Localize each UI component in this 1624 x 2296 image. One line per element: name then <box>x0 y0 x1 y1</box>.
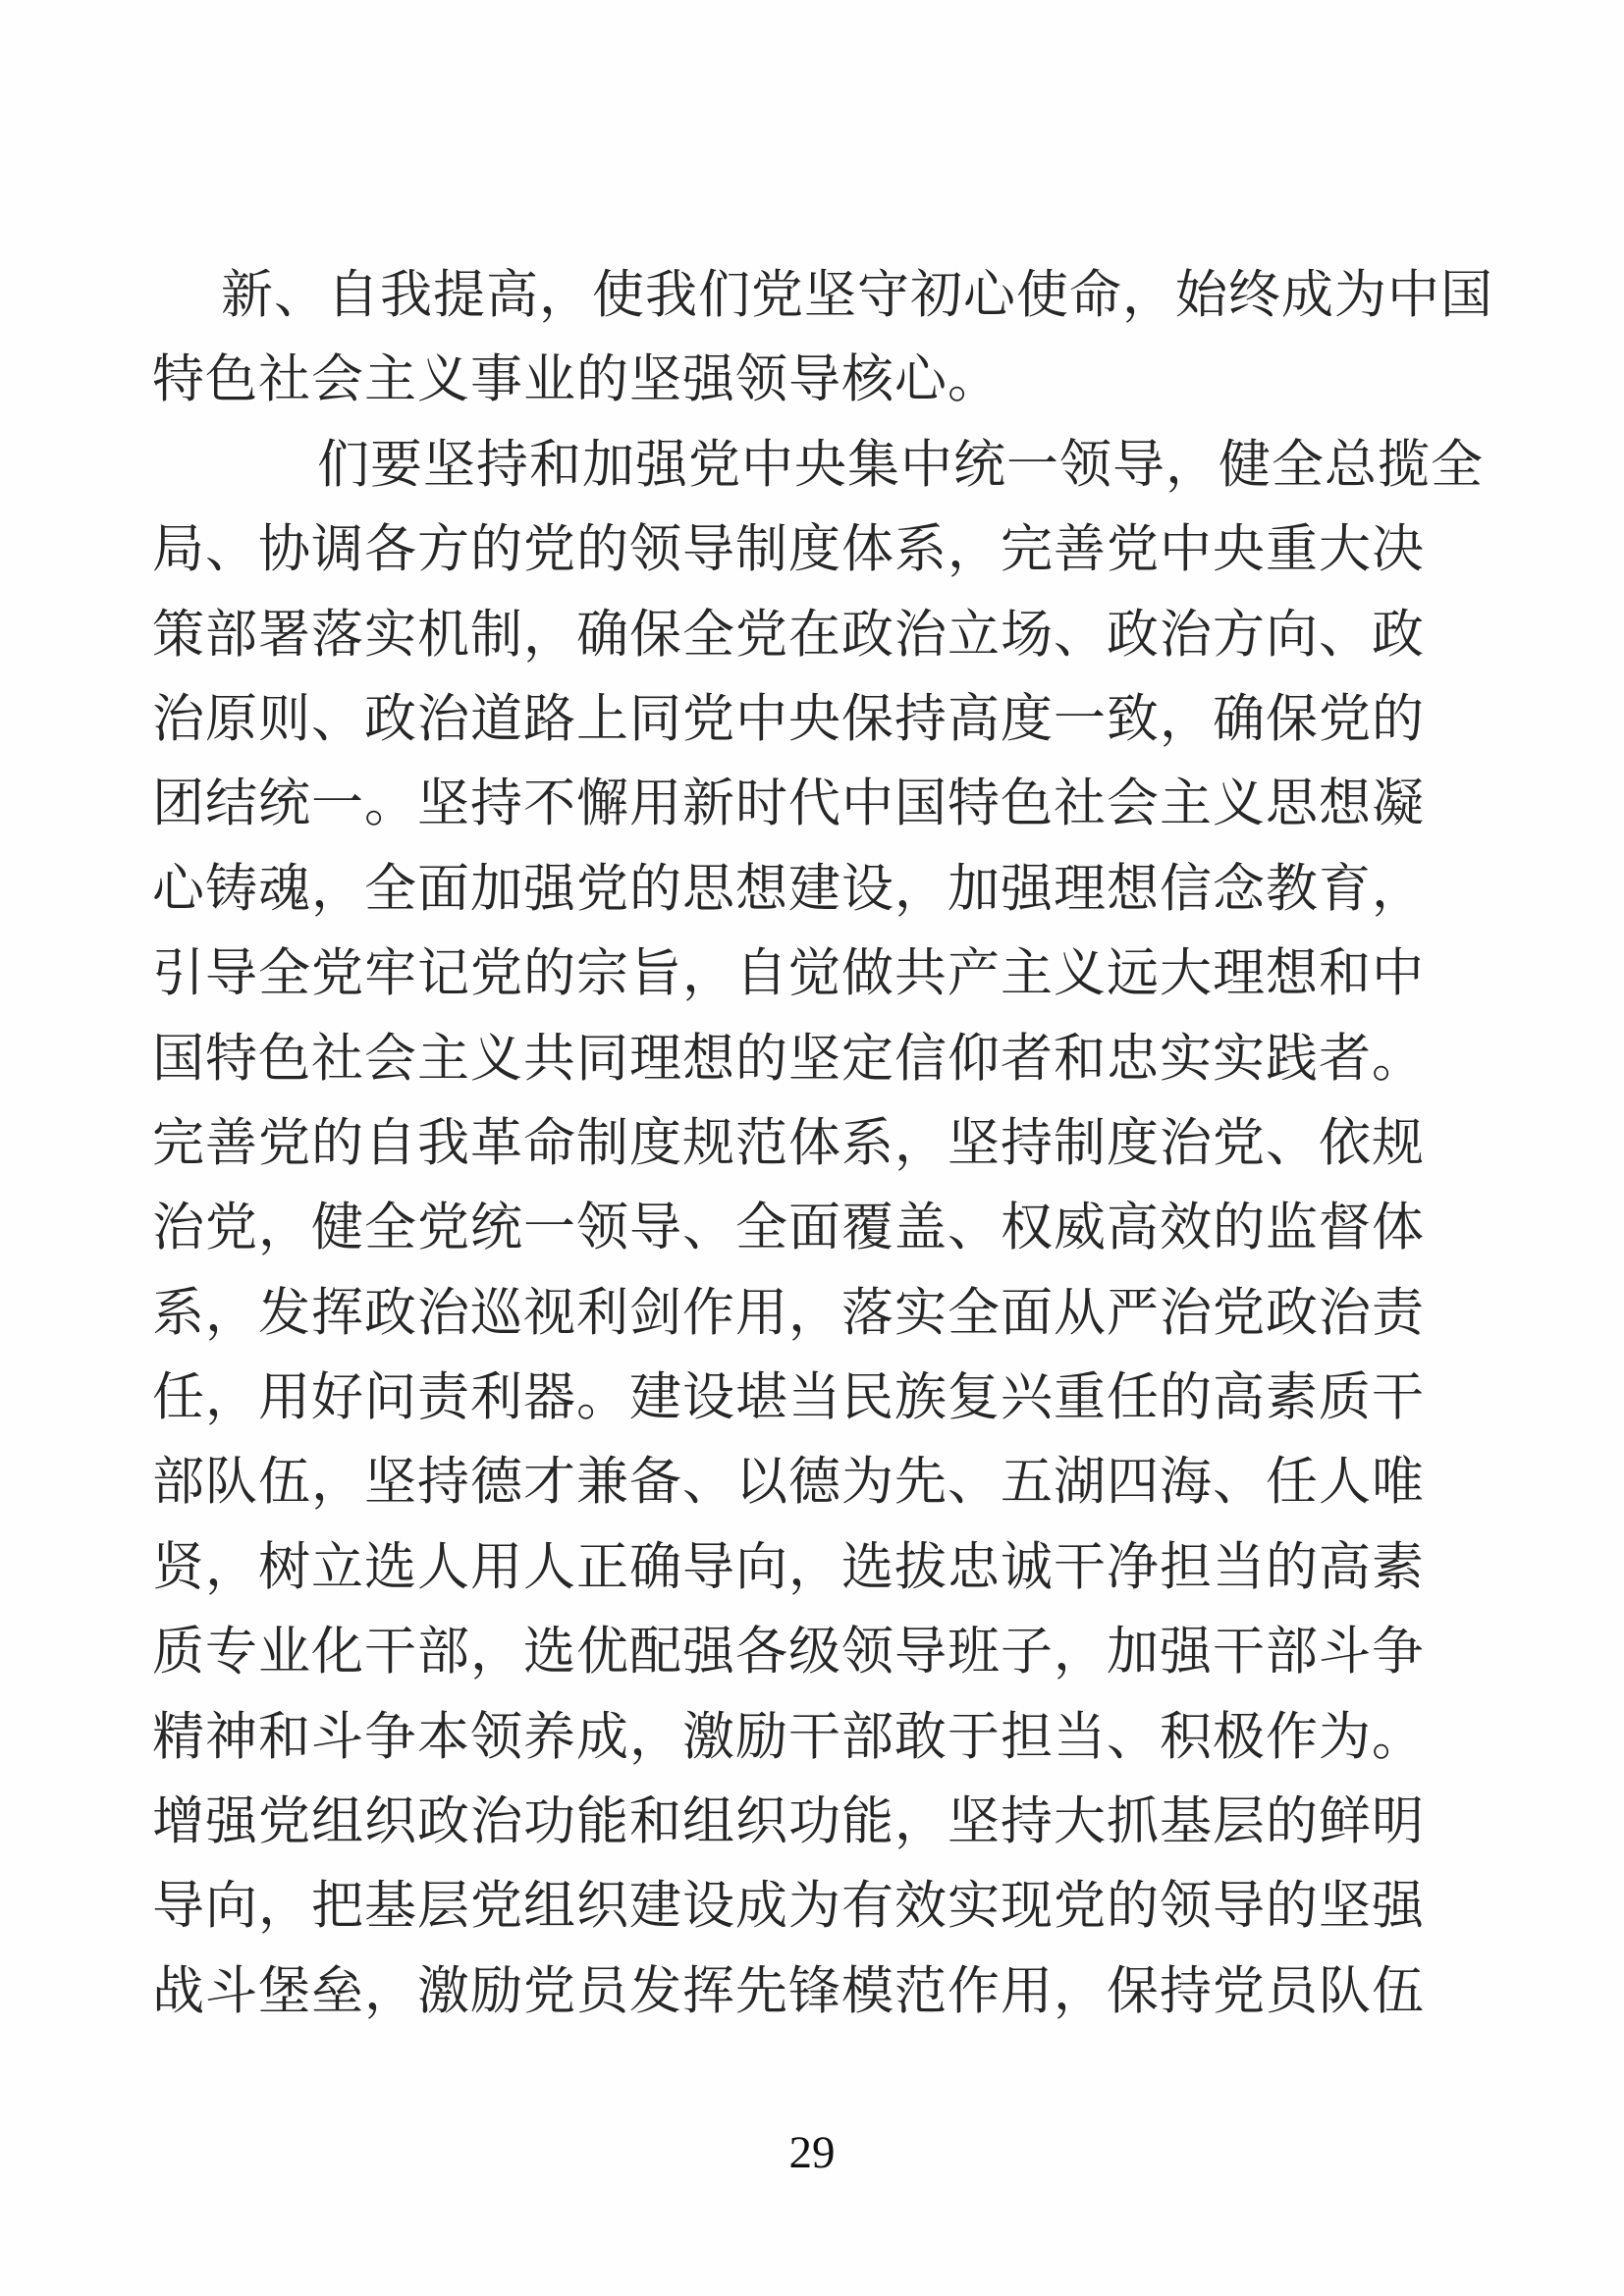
text-line: 国特色社会主义共同理想的坚定信仰者和忠实实践者。 <box>152 1030 1425 1088</box>
text-line: 增强党组织政治功能和组织功能，坚持大抓基层的鲜明 <box>152 1793 1425 1851</box>
text-line: 局、协调各方的党的领导制度体系，完善党中央重大决 <box>152 521 1425 579</box>
text-line: 战斗堡垒，激励党员发挥先锋模范作用，保持党员队伍 <box>152 1962 1425 2020</box>
text-line paragraph-start: 们要坚持和加强党中央集中统一领导，健全总揽全 <box>317 436 1484 494</box>
text-line: 任，用好问责利器。建设堪当民族复兴重任的高素质干 <box>152 1369 1425 1427</box>
text-line: 团结统一。坚持不懈用新时代中国特色社会主义思想凝 <box>152 775 1425 833</box>
text-line: 贤，树立选人用人正确导向，选拔忠诚干净担当的高素 <box>152 1538 1425 1596</box>
text-line: 导向，把基层党组织建设成为有效实现党的领导的坚强 <box>152 1878 1425 1936</box>
text-line: 新、自我提高，使我们党坚守初心使命，始终成为中国 <box>221 267 1493 324</box>
body-text <box>152 253 1493 2034</box>
text-line: 部队伍，坚持德才兼备、以德为先、五湖四海、任人唯 <box>152 1454 1425 1512</box>
text-line: 心铸魂，全面加强党的思想建设，加强理想信念教育， <box>152 860 1425 918</box>
text-line: 系，发挥政治巡视利剑作用，落实全面从严治党政治责 <box>152 1284 1425 1342</box>
text-line: 精神和斗争本领养成，激励干部敢于担当、积极作为。 <box>152 1708 1425 1766</box>
text-line: 治党，健全党统一领导、全面覆盖、权威高效的监督体 <box>152 1200 1425 1257</box>
text-line: 引导全党牢记党的宗旨，自觉做共产主义远大理想和中 <box>152 945 1425 1003</box>
text-line: 策部署落实机制，确保全党在政治立场、政治方向、政 <box>152 606 1425 664</box>
text-line: 完善党的自我革命制度规范体系，坚持制度治党、依规 <box>152 1114 1425 1172</box>
text-line: 特色社会主义事业的坚强领导核心。 <box>152 351 1001 409</box>
page-number: 29 <box>788 2127 836 2178</box>
text-line: 质专业化干部，选优配强各级领导班子，加强干部斗争 <box>152 1624 1425 1682</box>
text-line: 治原则、政治道路上同党中央保持高度一致，确保党的 <box>152 690 1425 748</box>
